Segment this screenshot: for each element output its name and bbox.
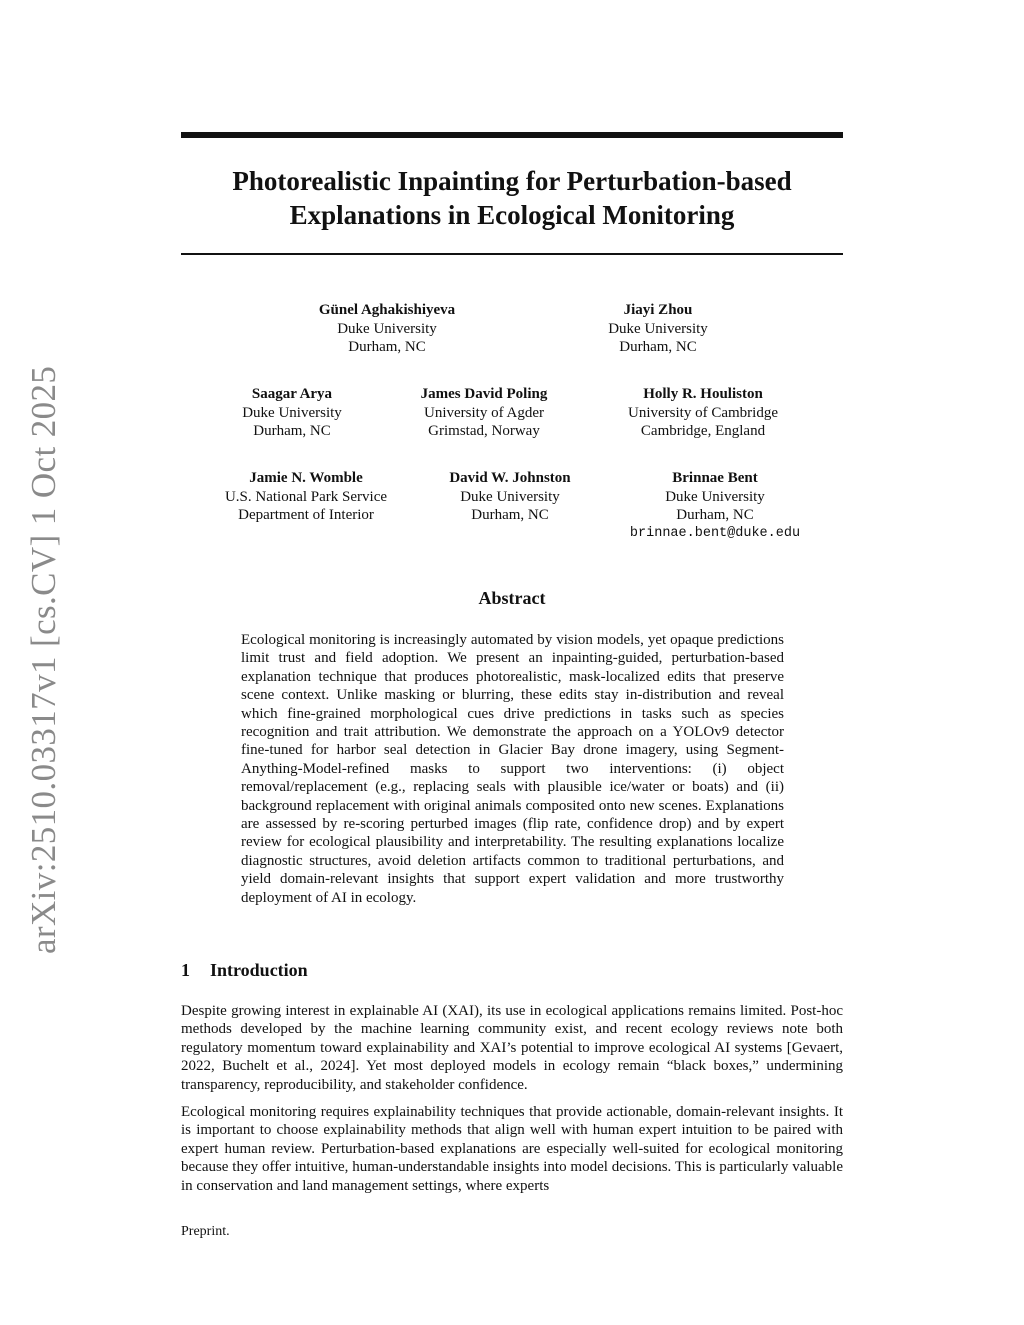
author-name: Saagar Arya: [251, 386, 333, 402]
author-block: [628, 385, 778, 441]
author-name: Brinnae Bent: [672, 470, 758, 486]
title-bottom-rule: [181, 253, 843, 255]
author-location: Grimstad, Norway: [428, 423, 540, 439]
author-name: David W. Johnston: [449, 470, 571, 486]
author-affiliation: Duke University: [242, 404, 342, 421]
author-location: Cambridge, England: [640, 423, 766, 439]
author-affiliation: University of Cambridge: [628, 404, 778, 421]
author-affiliation: Duke University: [608, 320, 708, 337]
author-name: Jiayi Zhou: [623, 302, 693, 318]
author-location: Durham, NC: [619, 339, 697, 355]
author-block: [242, 385, 342, 441]
author-block: [630, 469, 800, 543]
author-affiliation: U.S. National Park Service: [224, 488, 388, 505]
author-name: Günel Aghakishiyeva: [318, 302, 456, 318]
abstract-heading: Abstract: [478, 588, 546, 608]
page-footer: Preprint.: [181, 1224, 230, 1239]
author-location: Durham, NC: [471, 507, 549, 523]
abstract-text: Ecological monitoring is increasingly automated by vision models, yet opaque predictions limit trust and field adoption. We present an inpainting-guided, perturbation-based explanation technique that produces photorealistic, mask-localized edits that preserve scene context. Unlike masking or blurring, these edits stay in-distribution and reveal which fine-grained morphological cues drive predictions in tasks such as species recognition and trait attribution. We demonstrate the approach on a YOLOv9 detector fine-tuned for harbor seal detection in Glacier Bay drone imagery, using Segment-Anything-Model-refined masks to support two interventions: (i) object removal/replacement (e.g., replacing seals with plausible ice/water or boats) and (ii) background replacement with original animals composited onto new scenes. Explanations are assessed by re-scoring perturbed images (flip rate, confidence drop) and by expert review for ecological plausibility and interpretability. The resulting explanations localize diagnostic structures, avoid deletion artifacts common to traditional perturbations, and yield domain-relevant insights that support expert validation and more trustworthy deployment of AI in ecology.: [241, 632, 784, 906]
author-location: Durham, NC: [253, 423, 331, 439]
author-block: [449, 469, 570, 525]
author-location: Durham, NC: [676, 507, 754, 523]
author-block: [225, 469, 387, 525]
author-location: Durham, NC: [348, 339, 426, 355]
author-name: Holly R. Houliston: [643, 386, 763, 402]
author-affiliation: University of Agder: [424, 404, 544, 421]
body-paragraph: Despite growing interest in explainable AI (XAI), its use in ecological applications remains limited. Post-hoc methods developed by the machine learning community exist, and recent ecology reviews note both regulatory momentum toward explainability and XAI’s potential to improve ecological AI systems [Gevaert, 2022, Buchelt et al., 2024]. Yet most deployed models in ecology remain “black boxes,” undermining transparency, reproducibility, and stakeholder confidence.: [181, 1003, 843, 1093]
author-email: brinnae.bent@duke.edu: [629, 525, 801, 541]
section-number: 1: [181, 960, 190, 980]
author-block: [319, 301, 455, 357]
author-name: Jamie N. Womble: [249, 470, 363, 486]
author-location: Department of Interior: [238, 507, 374, 523]
arxiv-identifier-stamp: arXiv:2510.03317v1 [cs.CV] 1 Oct 2025: [24, 365, 63, 954]
author-name: James David Poling: [420, 386, 548, 402]
author-affiliation: Duke University: [460, 488, 560, 505]
author-block: [608, 301, 708, 357]
author-affiliation: Duke University: [665, 488, 765, 505]
author-block: [421, 385, 548, 441]
body-paragraph: Ecological monitoring requires explainability techniques that provide actionable, domain-relevant insights. It is important to choose explainability methods that align well with human expert intuition to be paired with expert human review. Perturbation-based explanations are especially well-suited for ecological monitoring because they offer intuitive, human-understandable insights into model decisions. This is particularly valuable in conservation and land management settings, where experts: [181, 1104, 843, 1194]
author-affiliation: Duke University: [337, 320, 437, 337]
section-heading: [181, 960, 308, 981]
paper-title: Photorealistic Inpainting for Perturbation-based Explanations in Ecological Monitoring: [232, 166, 792, 230]
section-title: Introduction: [210, 960, 308, 980]
title-top-rule: [181, 132, 843, 138]
